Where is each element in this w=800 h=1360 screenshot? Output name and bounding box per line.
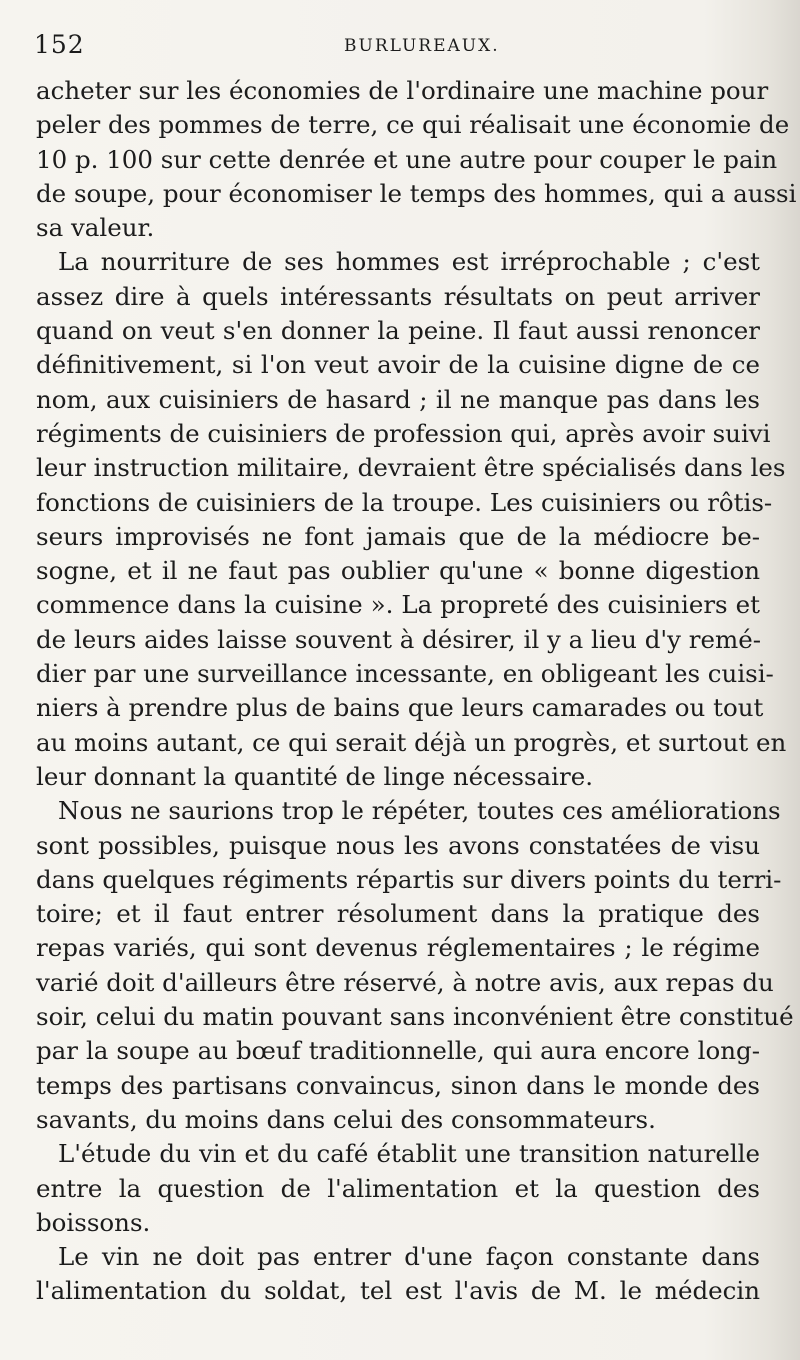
text-line: quand on veut s'en donner la peine. Il faut aussi renoncer bbox=[36, 316, 760, 346]
text-line: leur donnant la quantité de linge nécessaire. bbox=[36, 761, 593, 791]
text-line: fonctions de cuisiniers de la troupe. Les cuisiniers ou rôtis- bbox=[36, 487, 773, 517]
page-number: 152 bbox=[34, 30, 85, 59]
text-line: de leurs aides laisse souvent à désirer, il y a lieu d'y remé- bbox=[36, 624, 761, 654]
text-line: Le vin ne doit pas entrer d'une façon constante dans bbox=[58, 1242, 760, 1272]
text-line: boissons. bbox=[36, 1207, 151, 1237]
text-line: régiments de cuisiniers de profession qui, après avoir suivi bbox=[36, 418, 771, 448]
text-line: nom, aux cuisiniers de hasard ; il ne manque pas dans les bbox=[36, 384, 760, 414]
text-line: peler des pommes de terre, ce qui réalisait une économie de bbox=[36, 110, 790, 140]
text-line: repas variés, qui sont devenus réglementaires ; le régime bbox=[36, 933, 760, 963]
text-line: 10 p. 100 sur cette denrée et une autre pour couper le pain bbox=[36, 144, 778, 174]
running-head: BURLUREAUX. bbox=[344, 36, 500, 56]
text-line: savants, du moins dans celui des consommateurs. bbox=[36, 1104, 656, 1134]
text-line: dier par une surveillance incessante, en obligeant les cuisi- bbox=[36, 659, 774, 689]
text-line: Nous ne saurions trop le répéter, toutes ces améliorations bbox=[58, 796, 781, 826]
text-line: assez dire à quels intéressants résultats on peut arriver bbox=[36, 281, 760, 311]
text-line: toire; et il faut entrer résolument dans la pratique des bbox=[36, 899, 760, 929]
text-line: niers à prendre plus de bains que leurs camarades ou tout bbox=[36, 693, 764, 723]
text-line: par la soupe au bœuf traditionnelle, qui aura encore long- bbox=[36, 1036, 760, 1066]
text-line: sogne, et il ne faut pas oublier qu'une « bonne digestion bbox=[36, 556, 760, 586]
text-line: l'alimentation du soldat, tel est l'avis de M. le médecin bbox=[36, 1276, 760, 1306]
text-line: définitivement, si l'on veut avoir de la cuisine digne de ce bbox=[36, 350, 760, 380]
text-line: varié doit d'ailleurs être réservé, à notre avis, aux repas du bbox=[36, 967, 774, 997]
text-line: au moins autant, ce qui serait déjà un progrès, et surtout en bbox=[36, 727, 787, 757]
text-line: dans quelques régiments répartis sur divers points du terri- bbox=[36, 864, 782, 894]
text-line: acheter sur les économies de l'ordinaire une machine pour bbox=[36, 76, 769, 105]
text-line: seurs improvisés ne font jamais que de la médiocre be- bbox=[36, 521, 760, 551]
text-line: soir, celui du matin pouvant sans inconvénient être constitué bbox=[36, 1002, 794, 1032]
text-line: entre la question de l'alimentation et la question des bbox=[36, 1173, 760, 1203]
text-line: temps des partisans convaincus, sinon dans le monde des bbox=[36, 1070, 760, 1100]
text-line: commence dans la cuisine ». La propreté des cuisiniers et bbox=[36, 590, 760, 620]
text-line: sa valeur. bbox=[36, 213, 155, 243]
body-text bbox=[36, 74, 797, 1309]
text-line: leur instruction militaire, devraient être spécialisés dans les bbox=[36, 453, 786, 483]
text-line: La nourriture de ses hommes est irréprochable ; c'est bbox=[58, 247, 760, 277]
text-line: L'étude du vin et du café établit une transition naturelle bbox=[58, 1139, 760, 1169]
page-header bbox=[34, 30, 754, 70]
text-line: sont possibles, puisque nous les avons constatées de visu bbox=[36, 830, 760, 860]
text-line: de soupe, pour économiser le temps des hommes, qui a aussi bbox=[36, 178, 797, 208]
